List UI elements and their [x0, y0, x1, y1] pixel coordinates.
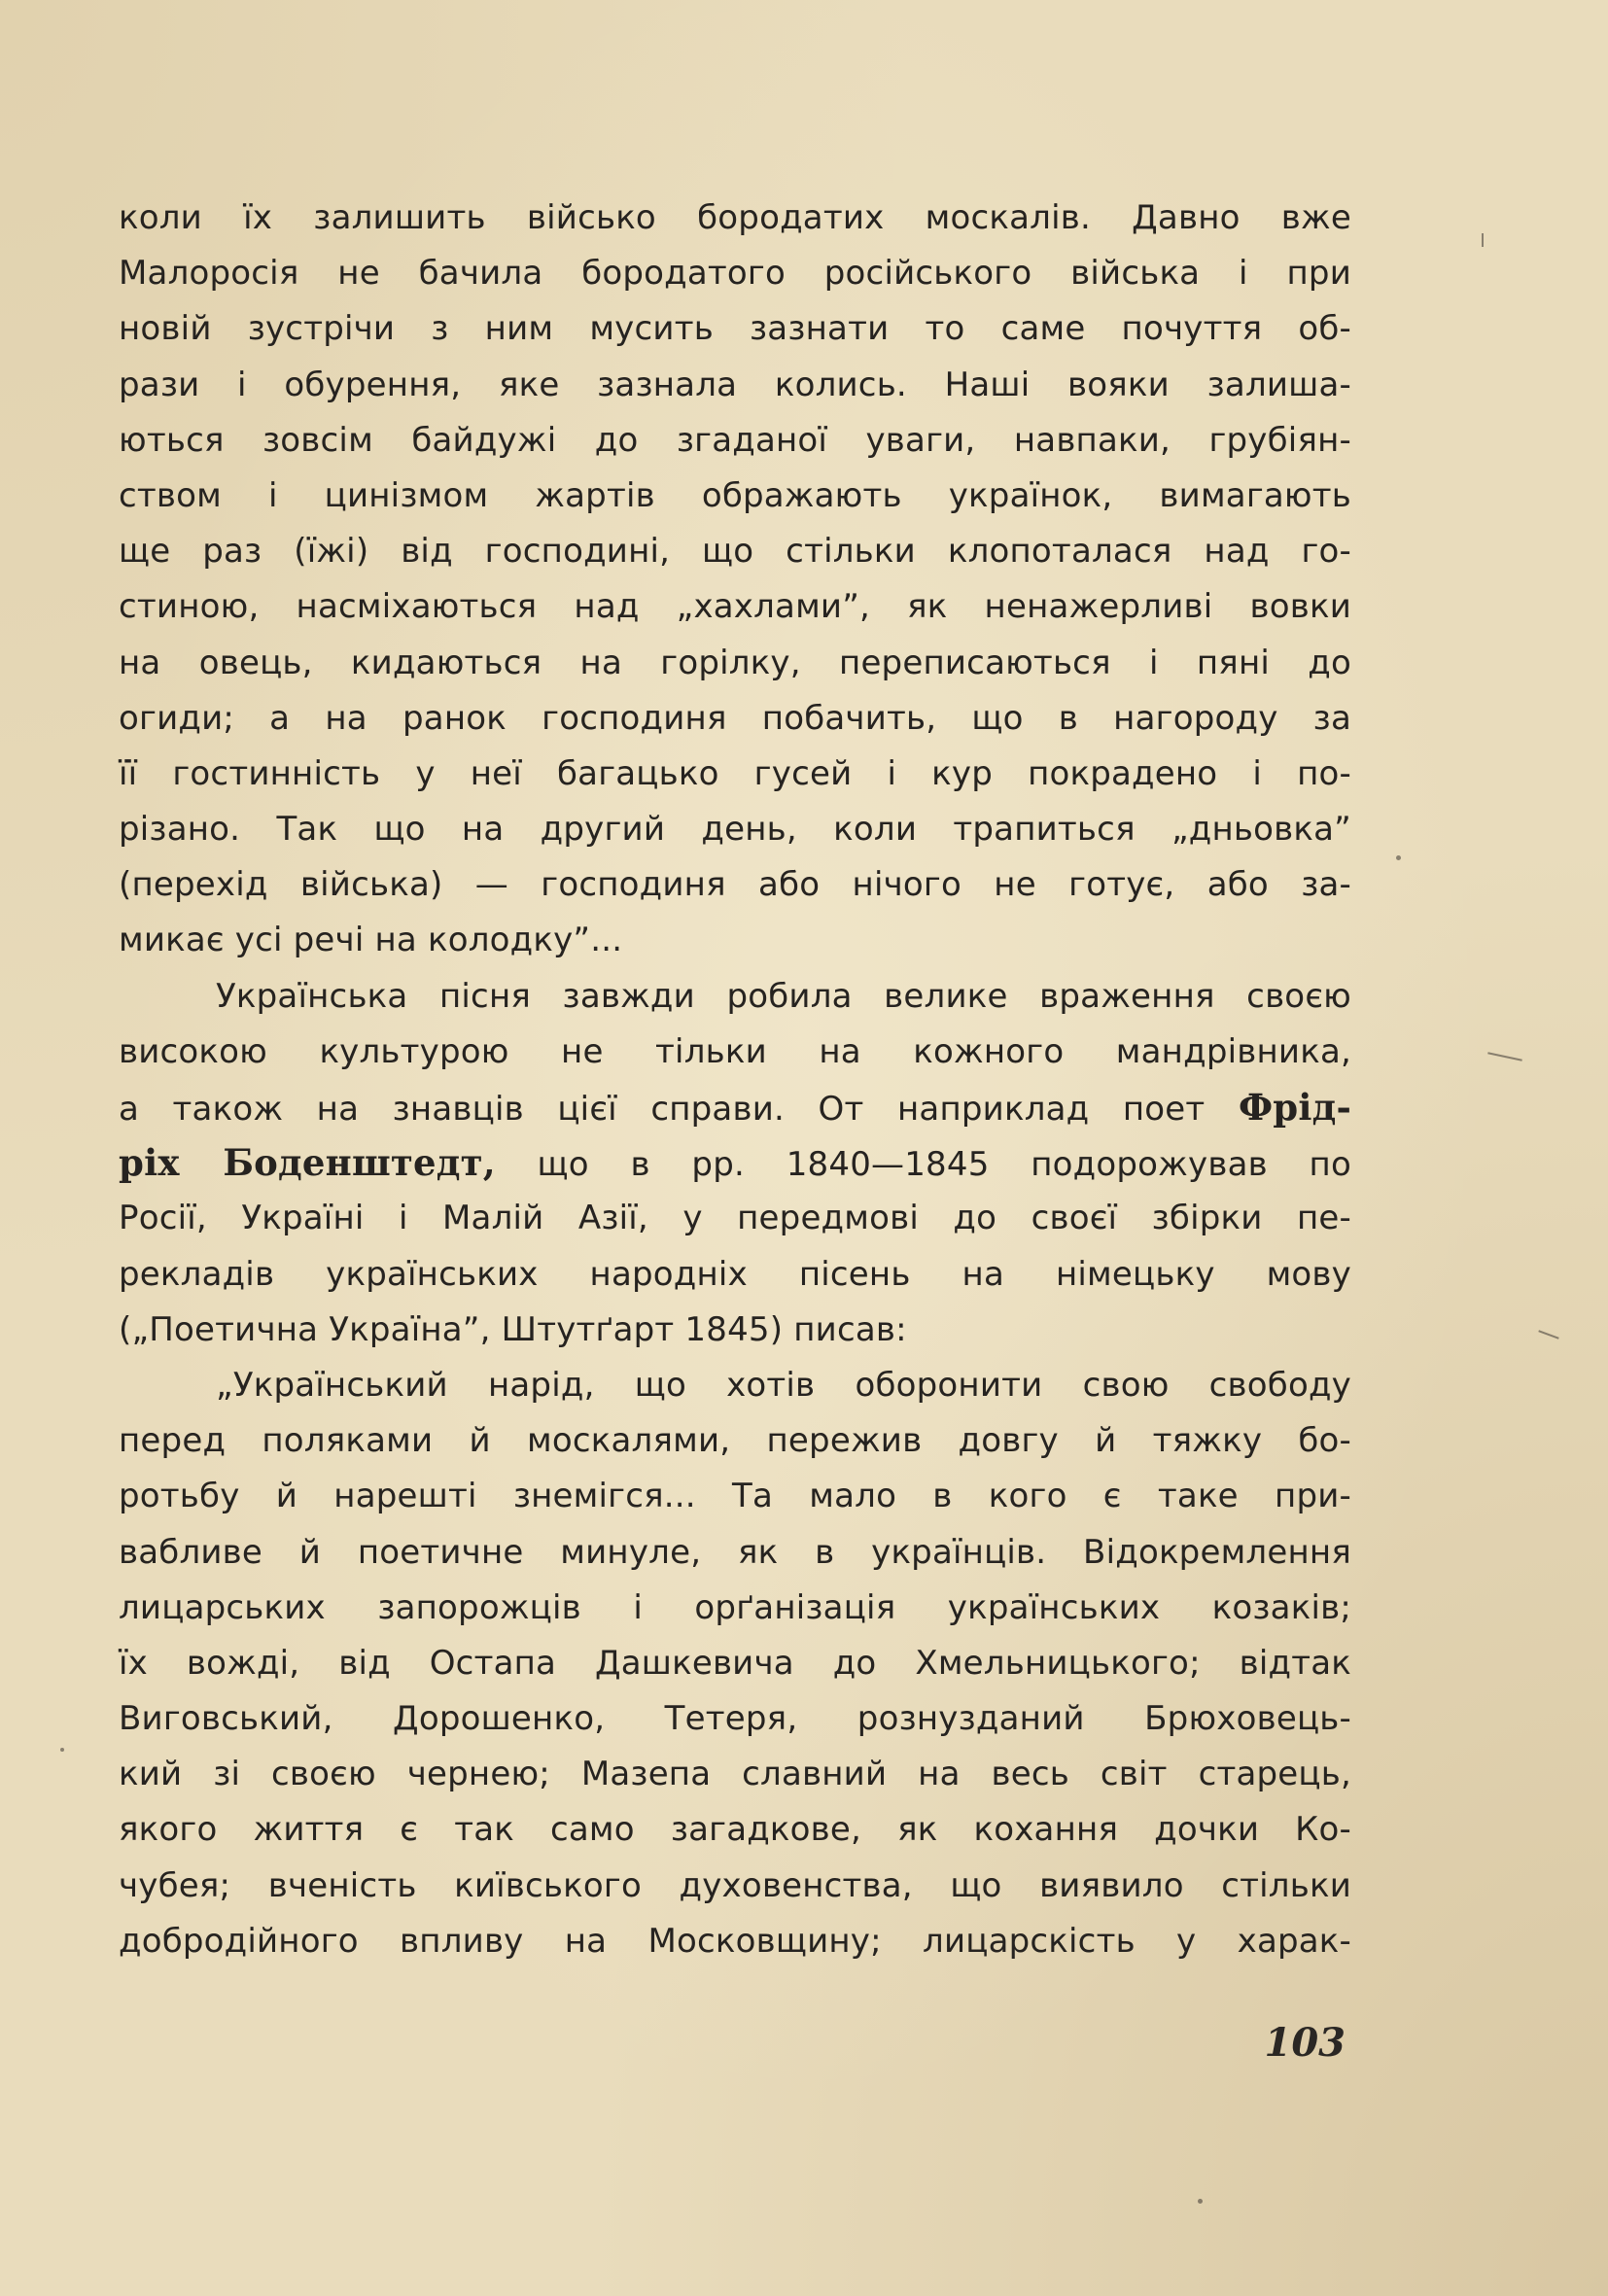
body-text: [119, 191, 1351, 1969]
text-line: ротьбу й нарешті знемігся... Та мало в кого є таке при-: [119, 1477, 1351, 1516]
text-line: стиною, насміхаються над „хахлами”, як ненажерливі вовки: [119, 587, 1351, 627]
margin-mark: [60, 1748, 64, 1752]
margin-mark: [1198, 2199, 1203, 2204]
text-line: чубея; вченість київського духовенства, що виявило стільки: [119, 1865, 1351, 1905]
text-line: Виговський, Дорошенко, Тетеря, рознузданий Брюховець-: [119, 1699, 1351, 1739]
text-line: рекладів українських народніх пісень на німецьку мову: [119, 1254, 1351, 1294]
text-line: ще раз (їжі) від господині, що стільки клопоталася над го-: [119, 532, 1351, 572]
margin-mark: [1487, 1052, 1522, 1061]
text-line: їх вожді, від Остапа Дашкевича до Хмельницького; відтак: [119, 1643, 1351, 1683]
text-segment: а також на знавців цієї справи. От наприклад поет: [119, 1090, 1206, 1129]
margin-mark: [1482, 233, 1484, 247]
bold-name: ріх Боденштедт,: [119, 1141, 496, 1185]
text-line: („Поетична Україна”, Штутґарт 1845) писав:: [119, 1309, 907, 1349]
text-line: її гостинність у неї багацько гусей і кур покрадено і по-: [119, 753, 1351, 793]
text-line: різано. Так що на другий день, коли трапиться „дньовка”: [119, 810, 1351, 850]
margin-mark: [1538, 1330, 1558, 1339]
paragraph: [119, 969, 1351, 1358]
bold-name: Фрід-: [1238, 1086, 1351, 1129]
paragraph: [119, 191, 1351, 969]
text-line: Українська пісня завжди робила велике враження своєю: [216, 976, 1351, 1016]
text-line: високою культурою не тільки на кожного мандрівника,: [119, 1031, 1351, 1071]
text-line: [119, 1135, 1351, 1191]
text-line: рази і обурення, яке зазнала колись. Наші вояки залиша-: [119, 365, 1351, 404]
text-line: кий зі своєю чернею; Мазепа славний на весь світ старець,: [119, 1755, 1351, 1794]
text-line: Росії, Україні і Малій Азії, у передмові до своєї збірки пе-: [119, 1199, 1351, 1238]
text-line: ством і цинізмом жартів ображають українок, вимагають: [119, 475, 1351, 515]
text-line: ються зовсім байдужі до згаданої уваги, навпаки, грубіян-: [119, 420, 1351, 460]
page-number: 103: [1264, 2020, 1346, 2066]
text-line: огиди; а на ранок господиня побачить, що в нагороду за: [119, 698, 1351, 738]
text-line: „Український нарід, що хотів оборонити свою свободу: [216, 1365, 1351, 1405]
quotation-paragraph: [119, 1358, 1351, 1969]
margin-mark: [1396, 855, 1401, 860]
text-line: перед поляками й москалями, пережив довгу й тяжку бо-: [119, 1421, 1351, 1461]
text-line: якого життя є так само загадкове, як кохання дочки Ко-: [119, 1810, 1351, 1850]
text-line: коли їх залишить військо бородатих москалів. Давно вже: [119, 198, 1351, 237]
text-line: [119, 1080, 1351, 1135]
text-line: микає усі речі на колодку”...: [119, 921, 623, 960]
text-line: новій зустрічи з ним мусить зазнати то саме почуття об-: [119, 309, 1351, 349]
text-line: на овець, кидаються на горілку, переписаються і пяні до: [119, 643, 1351, 682]
text-segment: що в рр. 1840—1845 подорожував по: [495, 1145, 1351, 1185]
text-line: добродійного впливу на Московщину; лицарскість у харак-: [119, 1921, 1351, 1961]
text-line: (перехід війська) — господиня або нічого не готує, або за-: [119, 865, 1351, 905]
text-line: лицарських запорожців і орґанізація українських козаків;: [119, 1587, 1351, 1627]
text-line: Малоросія не бачила бородатого російського війська і при: [119, 254, 1351, 294]
text-line: вабливе й поетичне минуле, як в українців. Відокремлення: [119, 1532, 1351, 1572]
